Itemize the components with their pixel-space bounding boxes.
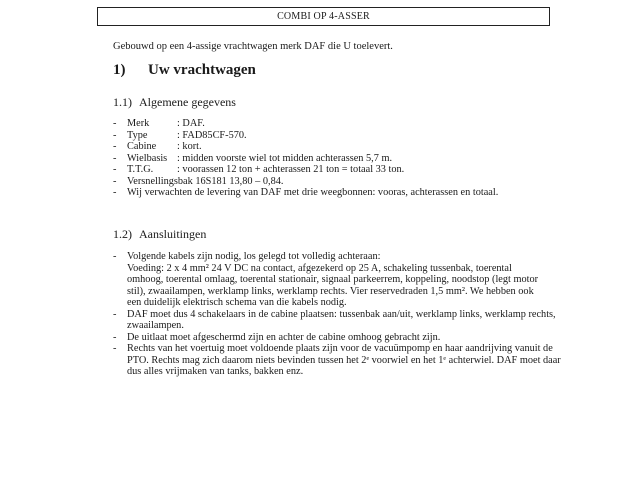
spec-extra: Wij verwachten de levering van DAF met drie weegbonnen: vooras, achterassen en totaal. bbox=[127, 187, 499, 198]
document-title: COMBI OP 4-ASSER bbox=[277, 11, 370, 22]
list-item: - Volgende kabels zijn nodig, los gelegd tot volledig achteraan: Voeding: 2 x 4 mm² 24 V DC na contact, afgezekerd op 25 A, schakeling tussenbak, toerental omhoog, toerental omlaag, toerental stationair, signaal parkeerrem, koppeling, noodstop (legt motor stil), zwaailampen, werklamp links, werklamp rechts. Vier reservedraden 1,5 mm². We hebben ook een duidelijk elektrisch schema van die kabels nodig. bbox=[113, 251, 539, 308]
subsection-title: Aansluitingen bbox=[139, 227, 207, 241]
connections-list bbox=[113, 251, 561, 378]
spec-label: Type bbox=[127, 129, 148, 141]
list-item: - DAF moet dus 4 schakelaars in de cabine plaatsen: tussenbak aan/uit, werklamp links, werklamp rechts, zwaailampen. bbox=[113, 308, 556, 331]
list-item: - Rechts van het voertuig moet voldoende plaats zijn voor de vacuümpomp en haar aandrijving vanuit de PTO. Rechts mag zich daarom niets bevinden tussen het 2ᵉ voorwiel en het 1ᵉ achterwiel. DAF moet daar dus alles vrijmaken van tanks, bakken enz. bbox=[113, 343, 561, 377]
spec-label: T.T.G. bbox=[127, 164, 154, 175]
document-header bbox=[97, 7, 550, 26]
subsection-number: 1.1) bbox=[113, 95, 132, 109]
subsection-number: 1.2) bbox=[113, 227, 132, 241]
section-heading-1 bbox=[113, 62, 256, 79]
spec-value: : voorassen 12 ton + achterassen 21 ton = totaal 33 ton. bbox=[177, 164, 405, 175]
spec-row: - Wij verwachten de levering van DAF met drie weegbonnen: vooras, achterassen en totaal. bbox=[113, 187, 499, 198]
intro-text: Gebouwd op een 4-assige vrachtwagen merk DAF die U toelevert. bbox=[113, 41, 393, 52]
spec-row: - Merk : DAF. bbox=[113, 118, 205, 129]
list-item: - De uitlaat moet afgeschermd zijn en achter de cabine omhoog gebracht zijn. bbox=[113, 331, 441, 343]
spec-value: : midden voorste wiel tot midden achterassen 5,7 m. bbox=[177, 152, 393, 164]
spec-label: Cabine bbox=[127, 141, 157, 152]
vehicle-spec-list bbox=[113, 118, 613, 199]
spec-row: - Wielbasis : midden voorste wiel tot midden achterassen 5,7 m. bbox=[113, 152, 393, 164]
spec-row: - Cabine : kort. bbox=[113, 141, 202, 152]
spec-label: Merk bbox=[127, 118, 150, 129]
subsection-title: Algemene gegevens bbox=[139, 95, 236, 109]
spec-label: Wielbasis bbox=[127, 152, 168, 164]
subsection-heading-1-1 bbox=[113, 95, 236, 110]
spec-row: - Type : FAD85CF-570. bbox=[113, 129, 247, 141]
subsection-heading-1-2 bbox=[113, 227, 206, 242]
spec-extra: Versnellingsbak 16S181 13,80 – 0,84. bbox=[127, 175, 284, 187]
spec-value: : FAD85CF-570. bbox=[177, 129, 247, 141]
section-title: Uw vrachtwagen bbox=[148, 62, 256, 78]
spec-value: : DAF. bbox=[177, 118, 205, 129]
spec-row: - Versnellingsbak 16S181 13,80 – 0,84. bbox=[113, 175, 284, 187]
spec-value: : kort. bbox=[177, 141, 202, 152]
spec-row: - T.T.G. : voorassen 12 ton + achterassen 21 ton = totaal 33 ton. bbox=[113, 164, 405, 175]
section-number: 1) bbox=[113, 62, 126, 78]
